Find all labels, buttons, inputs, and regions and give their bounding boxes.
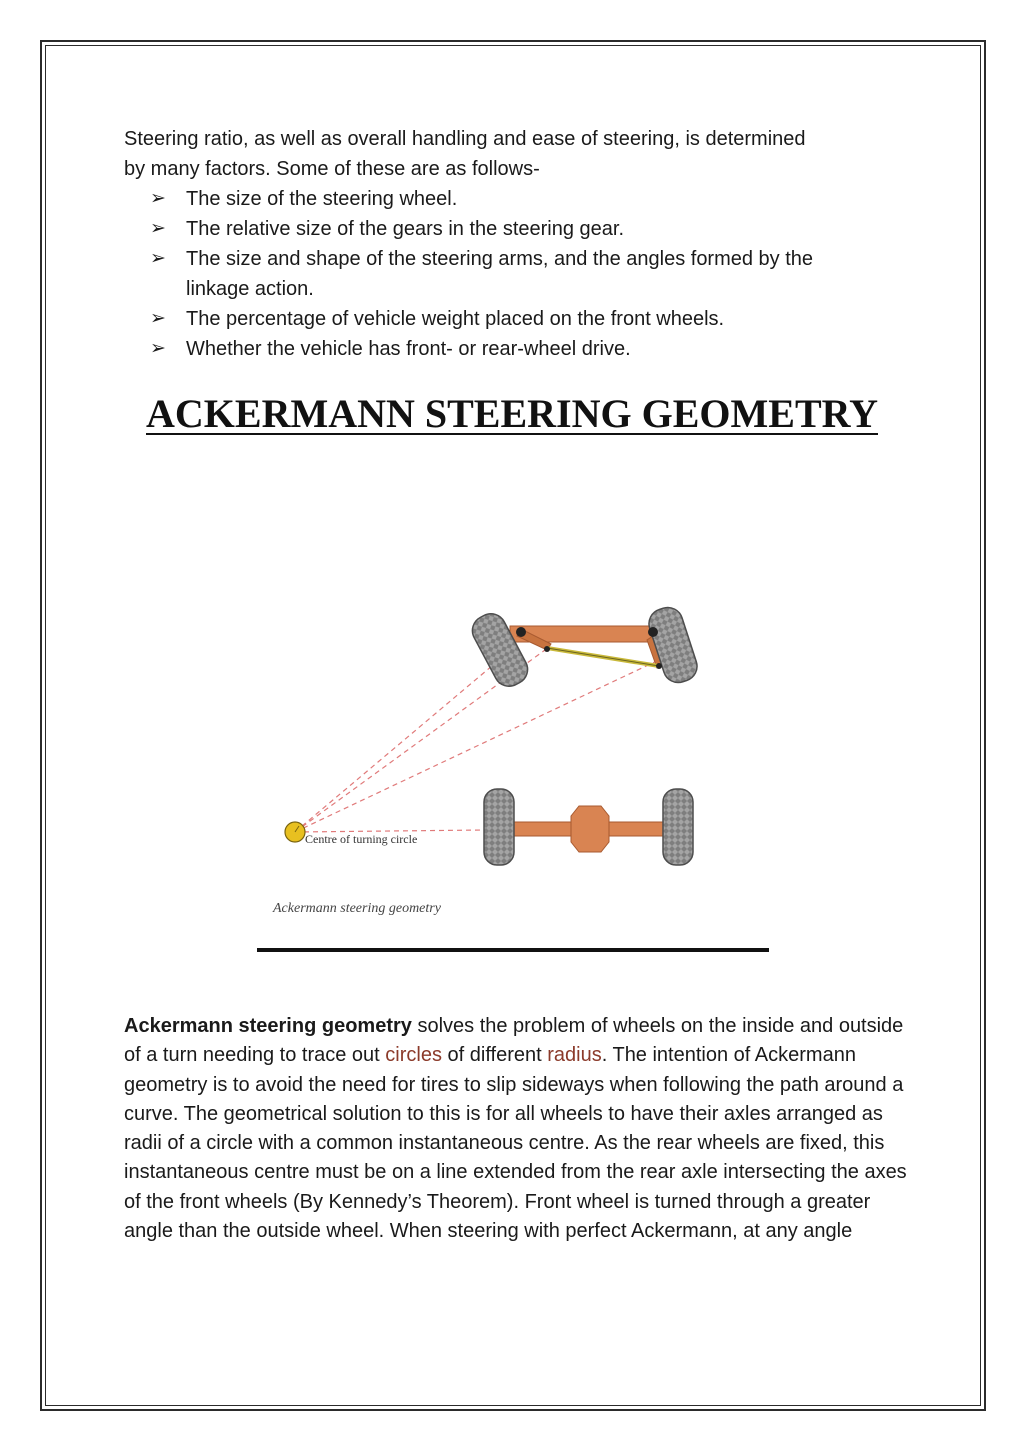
list-item-text: The size and shape of the steering arms, and the angles formed by the — [186, 248, 814, 270]
list-item-text: The percentage of vehicle weight placed on the front wheels. — [186, 308, 725, 330]
left-kingpin — [516, 627, 526, 637]
body-paragraph — [124, 1012, 914, 1246]
rear-axle-assembly — [484, 789, 693, 865]
intro-line-2: by many factors. Some of these are as follows- — [124, 158, 540, 180]
body-text-3: . The intention of Ackermann geometry is to avoid the need for tires to slip sideways when following the path around a curve. The geometrical solution to this is for all wheels to have their axles arranged as radii of a circle with a common instantaneous centre. As the rear wheels are fixed, this instantaneous centre must be on a line extended from the rear axle intersecting the axes of the front wheels (By Kennedy’s Theorem). Front wheel is turned through a greater angle than the outside wheel. When steering with perfect Ackermann, at any angle — [124, 1044, 907, 1243]
rear-left-tyre — [484, 789, 514, 865]
list-item-text: Whether the vehicle has front- or rear-wheel drive. — [186, 338, 631, 360]
intro-paragraph — [124, 124, 904, 184]
list-item-text: The relative size of the gears in the steering gear. — [186, 218, 625, 240]
right-kingpin — [648, 627, 658, 637]
ackermann-figure — [255, 570, 775, 960]
front-axle-assembly — [467, 604, 701, 692]
list-item — [150, 214, 890, 244]
intro-line-1: Steering ratio, as well as overall handling and ease of steering, is determined — [124, 128, 806, 150]
arrow-bullet-icon: ➢ — [150, 308, 166, 329]
tie-rod-edge — [547, 648, 659, 666]
arrow-bullet-icon: ➢ — [150, 248, 166, 269]
circles-link[interactable]: circles — [385, 1044, 442, 1067]
differential — [571, 806, 609, 852]
list-item-text-cont: linkage action. — [186, 278, 314, 300]
rear-right-tyre — [663, 789, 693, 865]
arrow-bullet-icon: ➢ — [150, 218, 166, 239]
body-text-2: of different — [441, 1044, 548, 1067]
turning-centre-label: Centre of turning circle — [305, 832, 418, 846]
list-item — [150, 334, 890, 364]
factor-list — [150, 184, 890, 364]
body-text-1: solves the problem of wheels on the inside and outside of a turn needing to trace out — [124, 1015, 904, 1067]
bold-term: Ackermann steering geometry — [124, 1015, 412, 1037]
arrow-bullet-icon: ➢ — [150, 338, 166, 359]
list-item — [150, 184, 890, 214]
list-item-text: The size of the steering wheel. — [186, 188, 458, 210]
arrow-bullet-icon: ➢ — [150, 188, 166, 209]
section-heading: ACKERMANN STEERING GEOMETRY — [146, 391, 878, 436]
list-item — [150, 304, 890, 334]
list-item — [150, 244, 890, 304]
figure-divider — [257, 948, 769, 952]
figure-caption: Ackermann steering geometry — [273, 901, 441, 916]
radius-link[interactable]: radius — [547, 1044, 602, 1067]
